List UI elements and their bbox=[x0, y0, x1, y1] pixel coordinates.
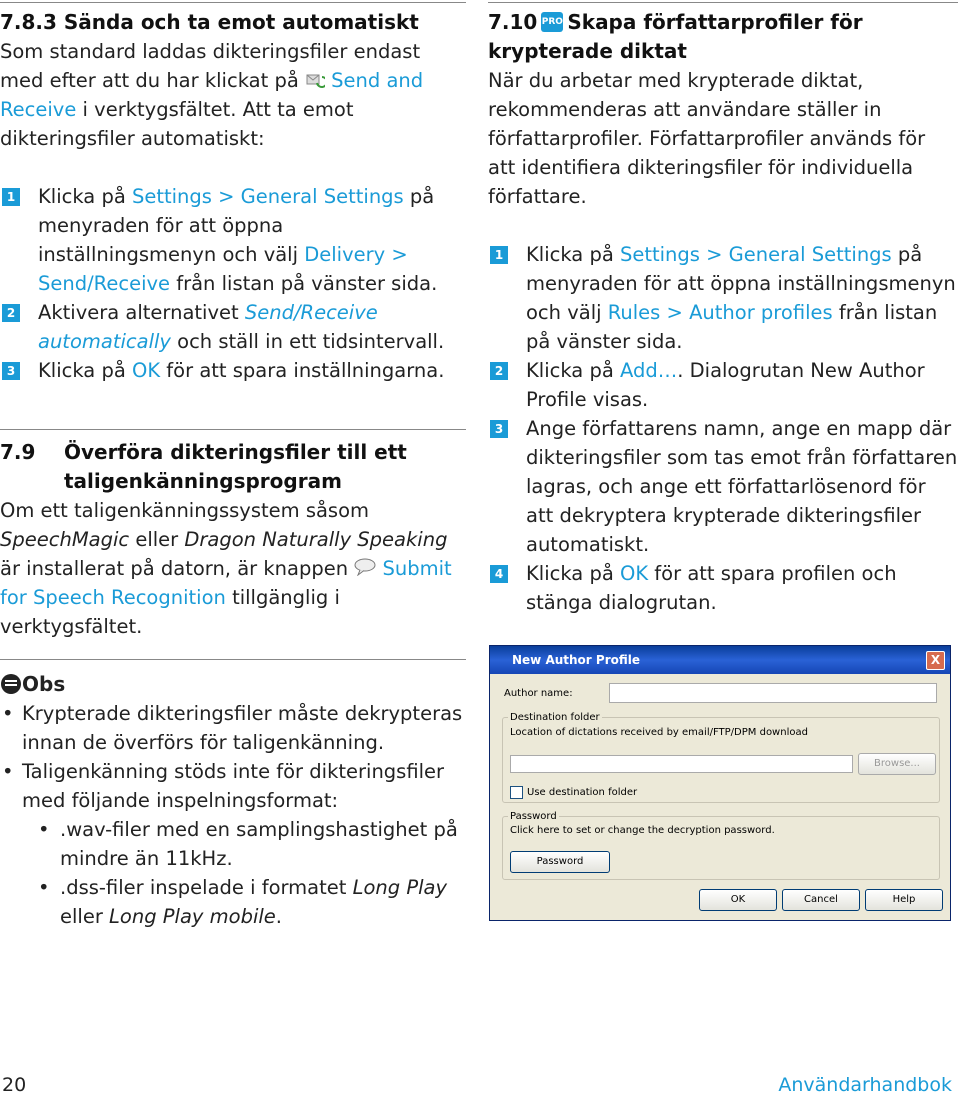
step-number: 2 bbox=[2, 304, 20, 322]
password-description: Click here to set or change the decryption password. bbox=[510, 825, 775, 836]
list-item: • .wav-filer med en samplingshastighet på mindre än 11kHz. bbox=[0, 815, 466, 873]
list-item: • Krypterade dikteringsfiler måste dekrypteras innan de överförs för taligenkänning. bbox=[0, 699, 466, 757]
destination-folder-input[interactable] bbox=[510, 755, 853, 773]
password-group-label: Password bbox=[510, 811, 557, 822]
section-7-8-3-title: 7.8.3 Sända och ta emot automatiskt bbox=[0, 10, 419, 34]
submit-for-speech-recognition-link[interactable]: Submit for Speech Recognition bbox=[0, 557, 452, 609]
list-item: • Taligenkänning stöds inte för dikteringsfiler med följande inspelningsformat: bbox=[0, 757, 466, 815]
note-icon bbox=[0, 673, 22, 695]
speech-bubble-icon bbox=[354, 555, 376, 573]
new-author-profile-dialog bbox=[489, 645, 951, 921]
send-and-receive-link[interactable]: Send and Receive bbox=[0, 69, 424, 121]
destination-folder-label: Destination folder bbox=[510, 712, 600, 723]
top-rule-right bbox=[488, 2, 958, 3]
section-7-9-title: 7.9 Överföra dikteringsfiler till ett taligenkänningsprogram bbox=[0, 440, 407, 493]
dialog-title-bar bbox=[490, 646, 950, 674]
author-name-input[interactable] bbox=[609, 683, 937, 703]
use-destination-checkbox[interactable] bbox=[510, 786, 523, 799]
dialog-title: New Author Profile bbox=[512, 653, 640, 667]
section-7-8-3-intro: Som standard laddas dikteringsfiler endast med efter att du har klickat på Send and Receive i verktygsfältet. Att ta emot dikteringsfiler automatiskt: bbox=[0, 40, 424, 150]
top-rule-left bbox=[0, 2, 466, 3]
obs-heading: Obs bbox=[0, 670, 466, 699]
manual-name: Användarhandbok bbox=[778, 1074, 952, 1096]
section-7-10-intro: När du arbetar med krypterade diktat, rekommenderas att användare ställer in författarprofiler. Författarprofiler används för att identifiera dikteringsfiler för individuella författare. bbox=[488, 69, 926, 208]
right-column bbox=[488, 0, 958, 617]
step-number: 2 bbox=[490, 362, 508, 380]
close-button[interactable]: X bbox=[926, 651, 945, 670]
step-number: 3 bbox=[490, 420, 508, 438]
section-rule bbox=[0, 659, 466, 660]
list-item: • .dss-filer inspelade i formatet Long Play eller Long Play mobile. bbox=[0, 873, 466, 931]
section-rule bbox=[0, 429, 466, 430]
step-list-item: 3 Klicka på OK för att spara inställningarna. bbox=[0, 356, 466, 385]
page-number: 20 bbox=[2, 1074, 27, 1096]
section-7-10-title: 7.10 PRO Skapa författarprofiler för krypterade diktat bbox=[488, 10, 863, 63]
step-number: 1 bbox=[2, 188, 20, 206]
send-receive-icon bbox=[305, 68, 325, 86]
step-number: 4 bbox=[490, 565, 508, 583]
step-list-item: 1 Klicka på Settings > General Settings på menyraden för att öppna inställningsmenyn och välj Delivery > Send/Receive från listan på vänster sida. bbox=[0, 182, 466, 298]
author-name-label: Author name: bbox=[504, 688, 573, 699]
password-button[interactable]: Password bbox=[510, 851, 610, 873]
cancel-button[interactable]: Cancel bbox=[782, 889, 860, 911]
help-button[interactable]: Help bbox=[865, 889, 943, 911]
step-list-item: 1 Klicka på Settings > General Settings på menyraden för att öppna inställningsmenyn och välj Rules > Author profiles från listan på vänster sida. bbox=[488, 240, 958, 356]
step-number: 3 bbox=[2, 362, 20, 380]
step-list-item: 3 Ange författarens namn, ange en mapp där dikteringsfiler som tas emot från författaren lagras, och ange ett författarlösenord för att dekryptera krypterade dikteringsfiler automatiskt. bbox=[488, 414, 958, 559]
step-number: 1 bbox=[490, 246, 508, 264]
step-list-item: 2 Klicka på Add…. Dialogrutan New Author Profile visas. bbox=[488, 356, 958, 414]
browse-button[interactable]: Browse... bbox=[858, 753, 936, 775]
use-destination-label: Use destination folder bbox=[527, 787, 638, 798]
ok-button[interactable]: OK bbox=[699, 889, 777, 911]
destination-description: Location of dictations received by email/FTP/DPM download bbox=[510, 727, 808, 738]
step-list-item: 4 Klicka på OK för att spara profilen och stänga dialogrutan. bbox=[488, 559, 958, 617]
section-7-9-body: Om ett taligenkänningssystem såsom SpeechMagic eller Dragon Naturally Speaking är installerat på datorn, är knappen Submit for Speech Recognition tillgänglig i verktygsfältet. bbox=[0, 499, 452, 638]
left-column bbox=[0, 0, 466, 931]
step-list-item: 2 Aktivera alternativet Send/Receive automatically och ställ in ett tidsintervall. bbox=[0, 298, 466, 356]
pro-badge: PRO bbox=[541, 12, 563, 32]
